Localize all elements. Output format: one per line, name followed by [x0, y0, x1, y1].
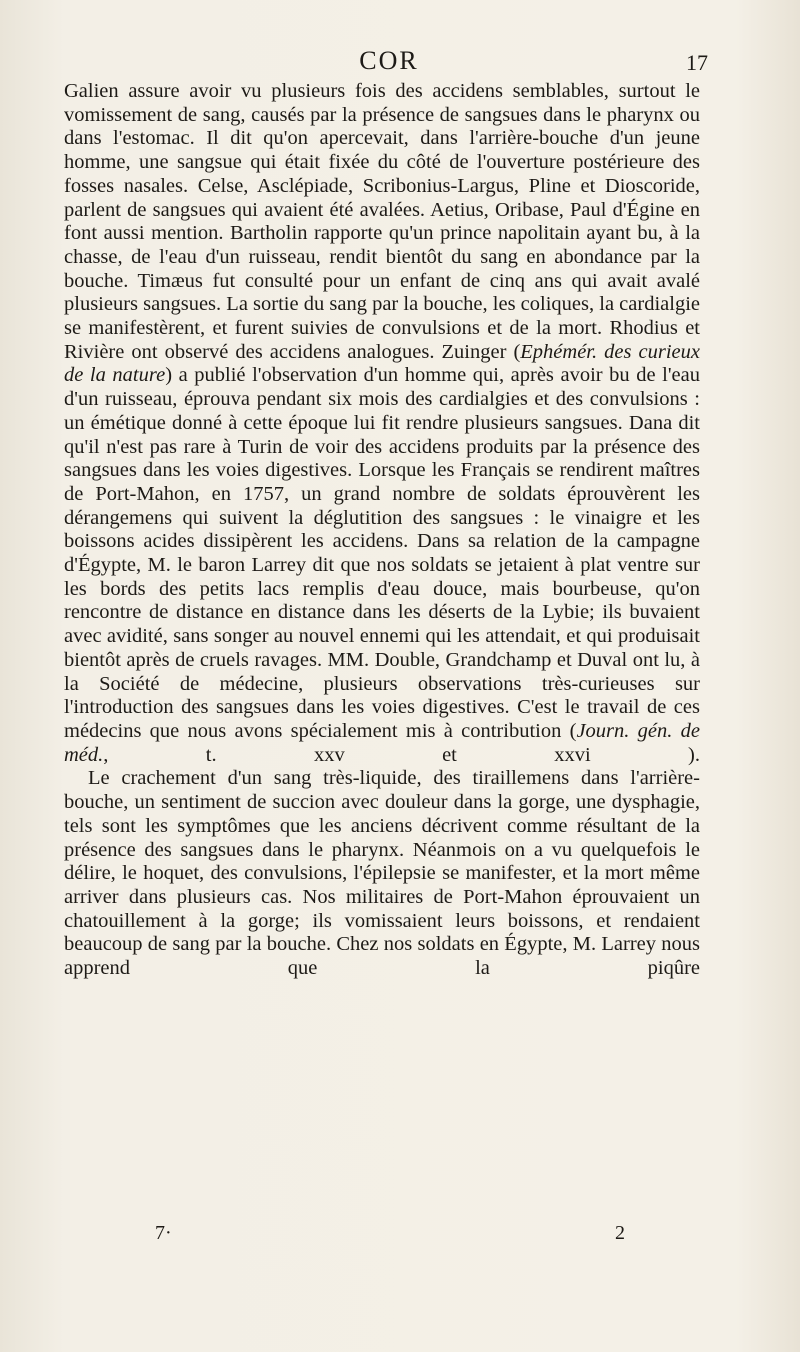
paragraph-1 [64, 80, 700, 767]
body-text [64, 80, 700, 981]
page-header [70, 46, 708, 82]
text-run: , t. xxv et xxvi ). [103, 743, 700, 766]
running-head: COR [359, 46, 419, 75]
page-number: 17 [686, 50, 708, 75]
citation-journal: Journ. gén. de méd. [64, 719, 701, 766]
paragraph-2 [64, 767, 700, 980]
gathering-number: 2 [615, 1222, 625, 1244]
text-run: Galien assure avoir vu plusieurs fois des accidens semblables, surtout le vomissement de sang, causés par la présence de sangsues dans le pharynx ou dans l'estomac. Il dit qu'on apercevait, dans l'arrière-bouche d'un jeune homme, une sangsue qui était fixée du côté de l'ouverture postérieure des fosses nasales. Celse, Asclépiade, Scribonius-Largus, Pline et Dioscoride, parlent de sangsues qui avaient été avalées. Aetius, Oribase, Paul d'Égine en font aussi mention. Bartholin rapporte qu'un prince napolitain ayant bu, à la chasse, de l'eau d'un ruisseau, rendit bientôt du sang en abondance par la bouche. Timæus fut consulté pour un enfant de cinq ans qui avait avalé plusieurs sangsues. La sortie du sang par la bouche, les coliques, la cardialgie se manifestèrent, et furent suivies de convulsions et de la mort. Rhodius et Rivière ont observé des accidens analogues. Zuinger ( [64, 80, 700, 363]
citation-ephemerides: Ephémér. des curieux de la nature [64, 340, 700, 387]
text-run: ) a publié l'observation d'un homme qui, après avoir bu de l'eau d'un ruisseau, éprouva pendant six mois des cardialgies et des convulsions : un émétique donné à cette époque lui fit rendre plusieurs sangsues. Dana dit qu'il n'est pas rare à Turin de voir des accidens produits par la présence des sangsues dans les voies digestives. Lorsque les Français se rendirent maîtres de Port-Mahon, en 1757, un grand nombre de soldats éprouvèrent les dérangemens qui suivent la déglutition des sangsues : le vinaigre et les boissons acides dissipèrent les accidens. Dans sa relation de la campagne d'Égypte, M. le baron Larrey dit que nos soldats se jetaient à plat ventre sur les bords des petits lacs remplis d'eau douce, mais bourbeuse, qu'on rencontre de distance en distance dans les déserts de la Lybie; ils buvaient avec avidité, sans songer au nouvel ennemi qui les attendait, et qui produisait bientôt après de cruels ravages. MM. Double, Grandchamp et Duval ont lu, à la Société de médecine, plusieurs observations très-curieuses sur l'introduction des sangsues dans les voies digestives. C'est le travail de ces médecins que nous avons spécialement mis à contribution ( [64, 364, 700, 742]
text-run: Le crachement d'un sang très-liquide, des tiraillemens dans l'arrière-bouche, un sentiment de succion avec douleur dans la gorge, une dysphagie, tels sont les symptômes que les anciens décrivent comme résultant de la présence des sangsues dans le pharynx. Néanmois on a vu quelquefois le délire, le hoquet, des convulsions, l'épilepsie se manifester, et la mort même arriver dans plusieurs cas. Nos militaires de Port-Mahon éprouvaient un chatouillement à la gorge; ils vomissaient leurs boissons, et rendaient beaucoup de sang par la bouche. Chez nos soldats en Égypte, M. Larrey nous apprend que la piqûre [64, 767, 700, 980]
signature-mark: 7· [155, 1222, 172, 1244]
